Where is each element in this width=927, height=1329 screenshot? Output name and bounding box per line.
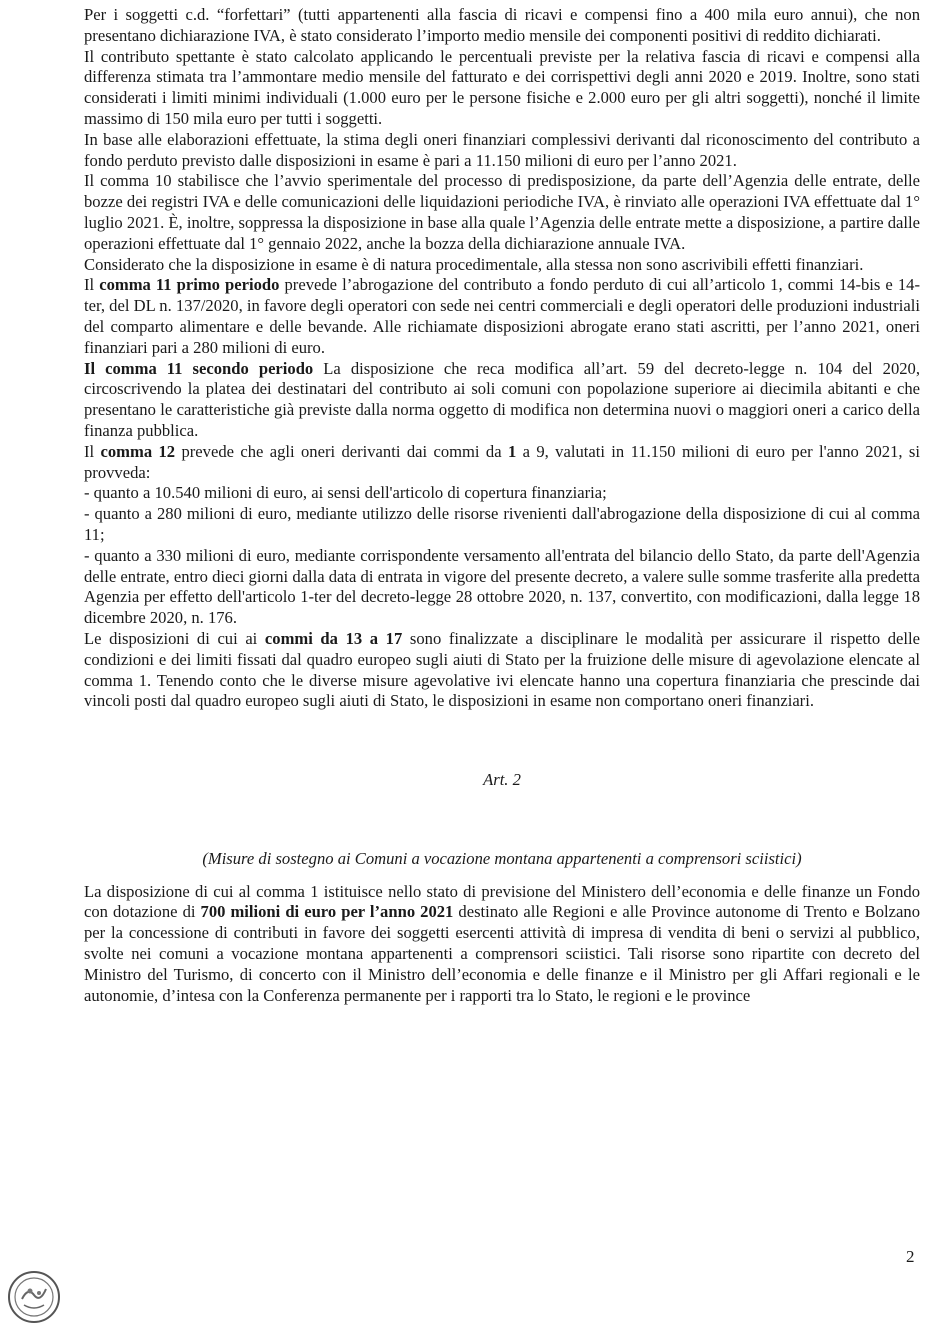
- page-number: 2: [906, 1247, 915, 1266]
- bold-text: 1: [507, 441, 517, 461]
- paragraph: [84, 130, 920, 172]
- article-title: (Misure di sostegno ai Comuni a vocazione montana appartenenti a comprensori sciistici): [202, 848, 802, 868]
- text-run: Per i soggetti c.d. “forfettari” (tutti appartenenti alla fascia di ricavi e compensi fino a 400 mila euro annui), che non presentano dichiarazione IVA, è stato considerato l’importo medio mensile dei componenti positivi di reddito dichiarati.: [84, 5, 920, 45]
- text-run: - quanto a 280 milioni di euro, mediante utilizzo delle risorse rivenienti dall'abrogazione della disposizione di cui al comma 11;: [84, 504, 920, 544]
- text-run: Le disposizioni di cui ai: [84, 628, 265, 648]
- paragraph: [84, 275, 920, 358]
- paragraph: [84, 47, 920, 130]
- body-text: [84, 5, 920, 712]
- text-run: In base alle elaborazioni effettuate, la stima degli oneri finanziari complessivi derivanti dal riconoscimento del contributo a fondo perduto previsto dalle disposizioni in esame è pari a 11.150 milioni di euro per l’anno 2021.: [84, 129, 920, 170]
- document-page: [84, 5, 920, 1006]
- paragraph: [84, 171, 920, 254]
- bold-text: comma 12: [100, 441, 176, 461]
- text-run: Il: [84, 441, 101, 461]
- article-number: Art. 2: [483, 770, 521, 790]
- text-run: Il comma 10 stabilisce che l’avvio sperimentale del processo di predisposizione, da parte dell’Agenzia delle entrate, delle bozze dei registri IVA e delle comunicazioni delle liquidazioni periodiche IVA, è rinviato alle operazioni IVA effettuate dal 1° luglio 2021. È, inoltre, soppressa la disposizione in base alla quale l’Agenzia delle entrate mette a disposizione, a partire dalle operazioni effettuate dal 1° gennaio 2022, anche la bozza della dichiarazione annuale IVA.: [84, 171, 920, 253]
- text-run: La disposizione di cui al comma 1 istituisce nello stato di previsione del Ministero dell’economia e delle finanze un Fondo con dotazione di: [84, 881, 920, 922]
- text-run: Il contributo spettante è stato calcolato applicando le percentuali previste per la relativa fascia di ricavi e compensi alla differenza stimata tra l’ammontare medio mensile del fatturato e dei corrispettivi degli anni 2020 e 2019. Inoltre, sono stati considerati i limiti minimi individuali (1.000 euro per le persone fisiche e 2.000 euro per gli altri soggetti), nonché il limite massimo di 150 mila euro per tutti i soggetti.: [84, 46, 920, 128]
- bold-text: commi da 13 a 17: [264, 628, 403, 648]
- text-run: La disposizione che reca modifica all’art. 59 del decreto-legge n. 104 del 2020, circoscrivendo la platea dei destinatari del contributo ai soli comuni con popolazione superiore ai diecimila abitanti e che presentano le caratteristiche già previste dalla norma oggetto di modifica non determina nuovi o maggiori oneri a carico della finanza pubblica.: [84, 358, 920, 440]
- paragraph: [84, 255, 920, 276]
- paragraph: [84, 882, 920, 1007]
- bold-text: 700 milioni di euro per l’anno 2021: [200, 902, 454, 922]
- paragraph: [84, 359, 920, 442]
- paragraph: [84, 483, 920, 504]
- article-body-text: [84, 882, 920, 1007]
- paragraph: [84, 546, 920, 629]
- text-run: Il: [84, 275, 100, 295]
- text-run: - quanto a 10.540 milioni di euro, ai sensi dell'articolo di copertura finanziaria;: [84, 483, 607, 503]
- text-run: Considerato che la disposizione in esame è di natura procedimentale, alla stessa non sono ascrivibili effetti finanziari.: [84, 254, 864, 274]
- paragraph: [84, 442, 920, 484]
- paragraph: [84, 5, 920, 47]
- paragraph: [84, 629, 920, 712]
- bold-text: Il comma 11 secondo periodo: [84, 358, 314, 378]
- stamp-seal-icon: [6, 1269, 62, 1325]
- text-run: - quanto a 330 milioni di euro, mediante corrispondente versamento all'entrata del bilancio dello Stato, da parte dell'Agenzia delle entrate, entro dieci giorni dalla data di entrata in vigore del presente decreto, a valere sulle somme trasferite alla predetta Agenzia per effetto dell'articolo 1-ter del decreto-legge 28 ottobre 2020, n. 137, convertito, con modificazioni, dalla legge 18 dicembre 2020, n. 176.: [84, 545, 920, 628]
- text-run: destinato alle Regioni e alle Province autonome di Trento e Bolzano per la concessione di contributi in favore dei soggetti esercenti attività di impresa di vendita di beni o servizi al pubblico, svolte nei comuni a vocazione montana appartenenti a comprensori sciistici. Tali risorse sono ripartite con decreto del Ministro del Turismo, di concerto con il Ministro dell’economia e delle finanze e il Ministro per gli Affari regionali e le autonomie, d’intesa con la Conferenza permanente per i rapporti tra lo Stato, le regioni e le province: [84, 902, 920, 1005]
- text-run: sono finalizzate a disciplinare le modalità per assicurare il rispetto delle condizioni e dei limiti fissati dal quadro europeo sugli aiuti di Stato per la fruizione delle misure di agevolazione elencate al comma 1. Tenendo conto che le diverse misure agevolative ivi elencate hanno una copertura finanziaria che prescinde dai vincoli posti dal quadro europeo sugli aiuti di Stato, le disposizioni in esame non comportano oneri finanziari.: [84, 628, 920, 711]
- text-run: prevede che agli oneri derivanti dai commi da: [175, 441, 508, 461]
- text-run: prevede l’abrogazione del contributo a fondo perduto di cui all’articolo 1, commi 14-bis e 14-ter, del DL n. 137/2020, in favore degli operatori con sede nei centri commerciali e degli operatori delle produzioni industriali del comparto alimentare e delle bevande. Alle richiamate disposizioni abrogate erano stati ascritti, per l’anno 2021, oneri finanziari pari a 280 milioni di euro.: [84, 275, 920, 357]
- bold-text: comma 11 primo periodo: [99, 275, 280, 295]
- paragraph: [84, 504, 920, 546]
- text-run: a 9, valutati in 11.150 milioni di euro per l'anno 2021, si provveda:: [84, 441, 920, 482]
